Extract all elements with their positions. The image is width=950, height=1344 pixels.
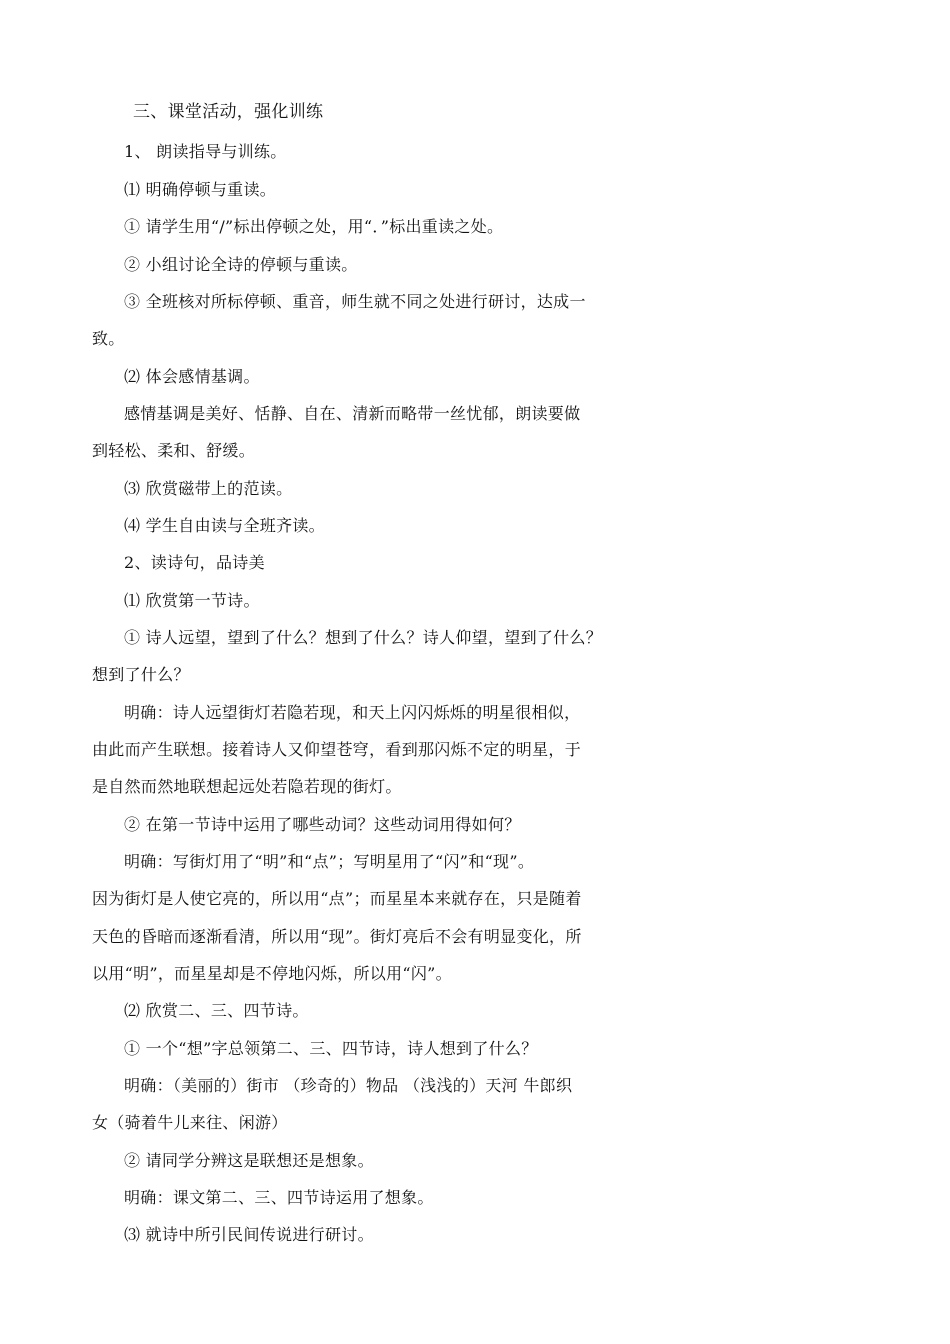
paragraph: ① 一个“想”字总领第二、三、四节诗，诗人想到了什么？ — [124, 1039, 538, 1058]
paragraph: 以用“明”，而星星却是不停地闪烁，所以用“闪”。 — [92, 964, 452, 983]
paragraph: ② 请同学分辨这是联想还是想象。 — [124, 1151, 374, 1170]
paragraph: ① 诗人远望，望到了什么？想到了什么？诗人仰望，望到了什么？ — [124, 628, 603, 647]
paragraph: ② 小组讨论全诗的停顿与重读。 — [124, 255, 358, 274]
paragraph: ③ 全班核对所标停顿、重音，师生就不同之处进行研讨，达成一 — [124, 292, 586, 311]
section-heading: 三、课堂活动，强化训练 — [133, 102, 324, 122]
paragraph: 到轻松、柔和、舒缓。 — [92, 441, 256, 460]
paragraph: 女（骑着牛儿来往、闲游） — [92, 1113, 288, 1132]
paragraph: 想到了什么？ — [92, 665, 190, 684]
paragraph: 感情基调是美好、恬静、自在、清新而略带一丝忧郁，朗读要做 — [124, 404, 581, 423]
paragraph: 明确：课文第二、三、四节诗运用了想象。 — [124, 1188, 434, 1207]
paragraph: 因为街灯是人使它亮的，所以用“点”；而星星本来就存在，只是随着 — [92, 889, 582, 908]
paragraph: ⑵ 体会感情基调。 — [124, 367, 260, 386]
paragraph: ② 在第一节诗中运用了哪些动词？这些动词用得如何？ — [124, 815, 521, 834]
paragraph: 由此而产生联想。接着诗人又仰望苍穹，看到那闪烁不定的明星，于 — [92, 740, 582, 759]
paragraph: 明确：诗人远望街灯若隐若现，和天上闪闪烁烁的明星很相似， — [124, 703, 581, 722]
paragraph: 致。 — [92, 329, 125, 348]
paragraph: ⑶ 欣赏磁带上的范读。 — [124, 479, 293, 498]
subsection-heading: 2、读诗句，品诗美 — [124, 553, 265, 572]
paragraph: 是自然而然地联想起远处若隐若现的街灯。 — [92, 777, 402, 796]
paragraph: ⑴ 明确停顿与重读。 — [124, 180, 277, 199]
paragraph: ⑵ 欣赏二、三、四节诗。 — [124, 1001, 309, 1020]
paragraph: ⑴ 欣赏第一节诗。 — [124, 591, 260, 610]
paragraph: 明确：写街灯用了“明”和“点”；写明星用了“闪”和“现”。 — [124, 852, 535, 871]
paragraph: ⑶ 就诗中所引民间传说进行研讨。 — [124, 1225, 374, 1244]
paragraph: 天色的昏暗而逐渐看清，所以用“现”。街灯亮后不会有明显变化，所 — [92, 927, 582, 946]
paragraph: ① 请学生用“/”标出停顿之处，用“．”标出重读之处。 — [124, 217, 504, 236]
paragraph: ⑷ 学生自由读与全班齐读。 — [124, 516, 325, 535]
paragraph: 明确：（美丽的）街市 （珍奇的）物品 （浅浅的）天河 牛郎织 — [124, 1076, 573, 1095]
subsection-heading: 1、 朗读指导与训练。 — [124, 142, 287, 161]
